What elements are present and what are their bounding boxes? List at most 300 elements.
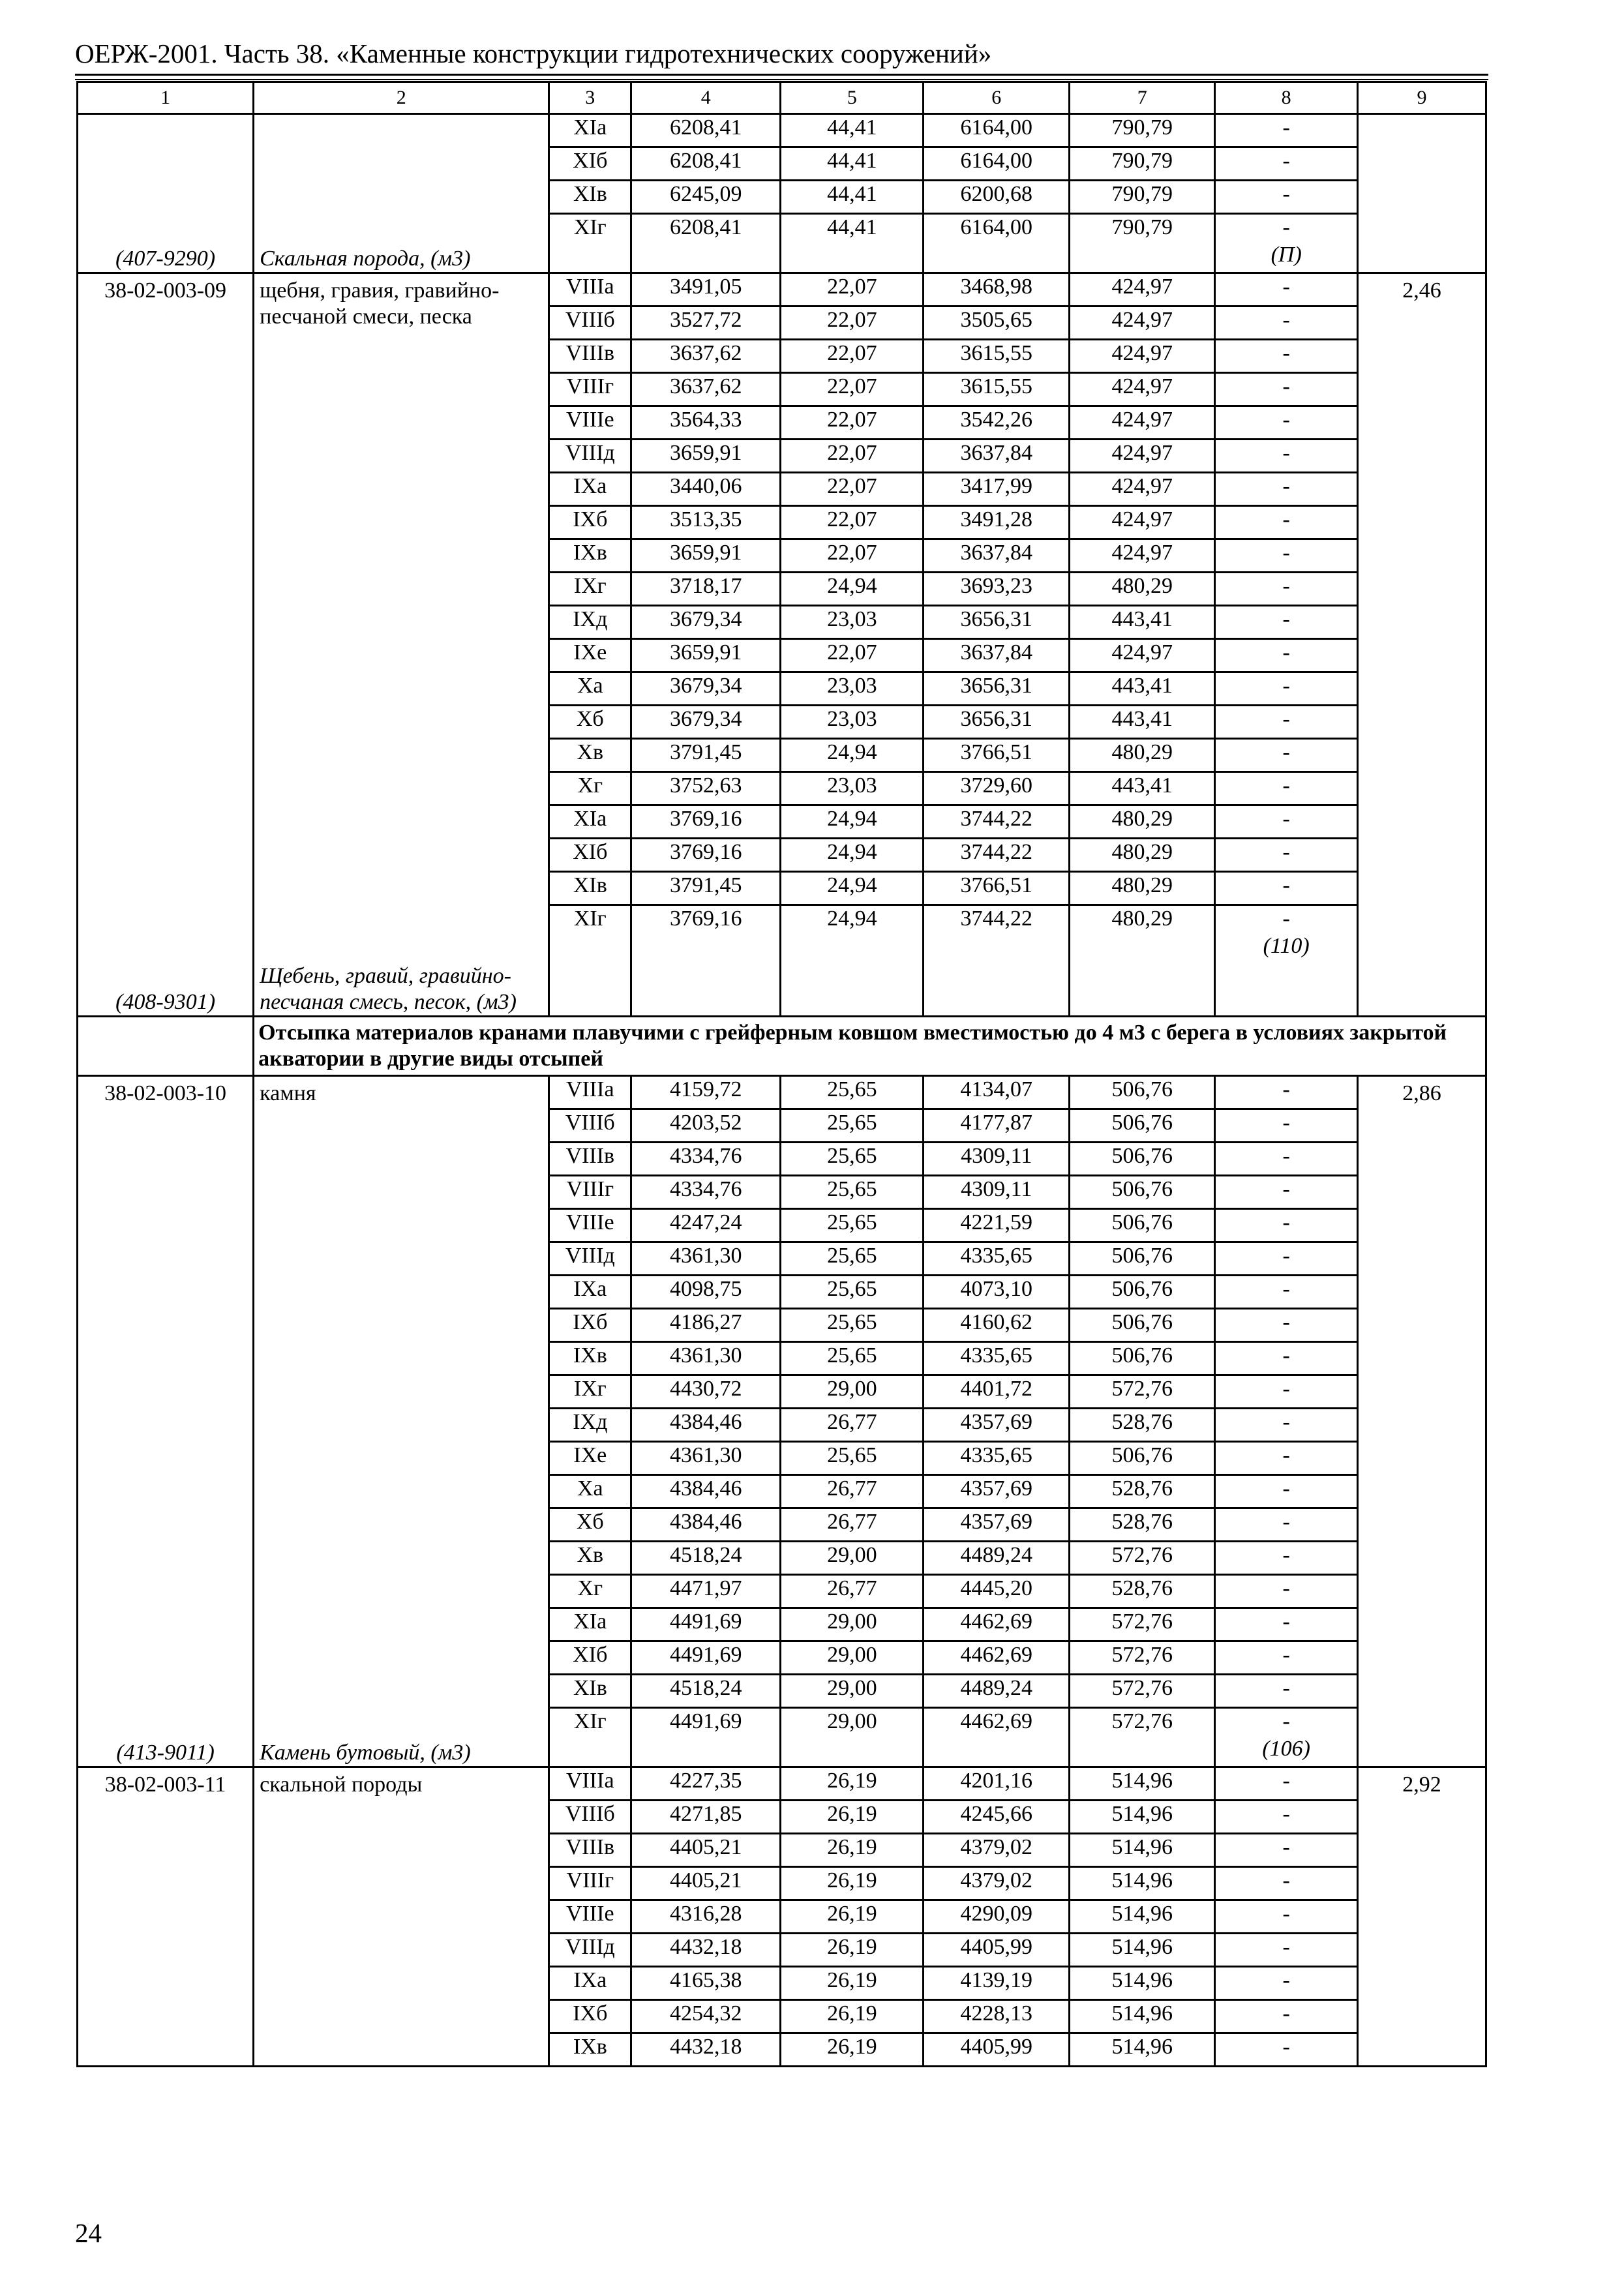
materials-value: - xyxy=(1282,149,1290,173)
materials-value: - xyxy=(1282,541,1290,565)
value-cell: 3637,84 xyxy=(924,440,1070,473)
materials-cell xyxy=(1215,639,1358,672)
category-cell: XIa xyxy=(549,114,631,147)
value-cell: 4134,07 xyxy=(924,1076,1070,1109)
materials-cell xyxy=(1215,706,1358,739)
value-cell: 3542,26 xyxy=(924,406,1070,440)
materials-cell xyxy=(1215,1675,1358,1708)
table-row xyxy=(78,273,1486,307)
category-cell: IXб xyxy=(549,2000,631,2033)
value-cell: 4405,21 xyxy=(631,1867,781,1900)
category-cell: VIIIг xyxy=(549,1176,631,1209)
value-cell: 6164,00 xyxy=(924,147,1070,181)
materials-value: - xyxy=(1282,607,1290,631)
value-cell: 790,79 xyxy=(1070,214,1215,273)
value-cell: 572,76 xyxy=(1070,1608,1215,1641)
value-cell: 528,76 xyxy=(1070,1508,1215,1542)
value-cell: 3527,72 xyxy=(631,307,781,340)
work-name-cell xyxy=(254,1767,549,2067)
value-cell: 506,76 xyxy=(1070,1076,1215,1109)
value-cell: 24,94 xyxy=(781,573,924,606)
value-cell: 25,65 xyxy=(781,1442,924,1475)
materials-value: - xyxy=(1282,640,1290,665)
column-number-2: 2 xyxy=(254,82,549,114)
materials-value: - xyxy=(1282,1576,1290,1600)
norm-code-cell xyxy=(78,273,254,1017)
materials-cell xyxy=(1215,1143,1358,1176)
materials-cell xyxy=(1215,1867,1358,1900)
materials-cell xyxy=(1215,839,1358,872)
norm-code-cell xyxy=(78,1076,254,1767)
work-name-cell xyxy=(254,1076,549,1767)
value-cell: 506,76 xyxy=(1070,1109,1215,1143)
materials-cell xyxy=(1215,273,1358,307)
materials-cell xyxy=(1215,1242,1358,1276)
materials-value: - xyxy=(1282,674,1290,698)
value-cell: 4316,28 xyxy=(631,1900,781,1934)
value-cell: 424,97 xyxy=(1070,539,1215,573)
value-cell: 3564,33 xyxy=(631,406,781,440)
value-cell: 514,96 xyxy=(1070,1834,1215,1867)
materials-cell xyxy=(1215,1608,1358,1641)
materials-value: - xyxy=(1282,308,1290,332)
value-cell: 3769,16 xyxy=(631,839,781,872)
materials-cell xyxy=(1215,1309,1358,1342)
category-cell: XIв xyxy=(549,181,631,214)
resource-quantity: (110) xyxy=(1263,934,1310,958)
value-cell: 514,96 xyxy=(1070,2033,1215,2067)
value-cell: 3766,51 xyxy=(924,872,1070,905)
materials-value: - xyxy=(1282,1476,1290,1501)
value-cell: 3718,17 xyxy=(631,573,781,606)
category-cell: IXa xyxy=(549,1276,631,1309)
category-cell: VIIIe xyxy=(549,406,631,440)
category-cell: Xг xyxy=(549,1575,631,1608)
value-cell: 44,41 xyxy=(781,147,924,181)
value-cell: 26,19 xyxy=(781,2000,924,2033)
value-cell: 23,03 xyxy=(781,672,924,706)
materials-value: - xyxy=(1282,1676,1290,1700)
work-name: скальной породы xyxy=(260,1773,423,1797)
value-cell: 4357,69 xyxy=(924,1508,1070,1542)
materials-cell xyxy=(1215,1900,1358,1934)
category-cell: VIIIб xyxy=(549,1109,631,1143)
value-cell: 3505,65 xyxy=(924,307,1070,340)
materials-value: - xyxy=(1282,1902,1290,1926)
value-cell: 3744,22 xyxy=(924,839,1070,872)
materials-cell xyxy=(1215,1801,1358,1834)
materials-cell xyxy=(1215,1767,1358,1801)
column-number-5: 5 xyxy=(781,82,924,114)
value-cell: 4379,02 xyxy=(924,1834,1070,1867)
materials-value: - xyxy=(1282,707,1290,731)
materials-cell xyxy=(1215,539,1358,573)
resource-code: (407-9290) xyxy=(115,247,216,271)
column-number-4: 4 xyxy=(631,82,781,114)
materials-cell xyxy=(1215,772,1358,805)
value-cell: 4271,85 xyxy=(631,1801,781,1834)
category-cell: Xa xyxy=(549,672,631,706)
category-cell: IXб xyxy=(549,1309,631,1342)
resource-quantity: (106) xyxy=(1262,1737,1310,1761)
materials-cell xyxy=(1215,1176,1358,1209)
value-cell: 4335,65 xyxy=(924,1342,1070,1375)
value-cell: 4309,11 xyxy=(924,1143,1070,1176)
section-heading: Отсыпка материалов кранами плавучими с грейферным ковшом вместимостью до 4 м3 с берега в условиях закрытой акватории в другие виды отсыпей xyxy=(254,1017,1486,1076)
value-cell: 4405,99 xyxy=(924,2033,1070,2067)
category-cell: IXв xyxy=(549,1342,631,1375)
norm-code-cell xyxy=(78,1767,254,2067)
value-cell: 6164,00 xyxy=(924,214,1070,273)
value-cell: 506,76 xyxy=(1070,1209,1215,1242)
value-cell: 4491,69 xyxy=(631,1641,781,1675)
materials-cell xyxy=(1215,307,1358,340)
category-cell: VIIIa xyxy=(549,273,631,307)
value-cell: 3766,51 xyxy=(924,739,1070,772)
value-cell: 4432,18 xyxy=(631,2033,781,2067)
value-cell: 514,96 xyxy=(1070,1867,1215,1900)
value-cell: 4357,69 xyxy=(924,1475,1070,1508)
materials-value: - xyxy=(1282,1802,1290,1826)
value-cell: 424,97 xyxy=(1070,506,1215,539)
materials-value: - xyxy=(1282,807,1290,831)
resource-name: Щебень, гравий, гравийно-песчаная смесь, песок, (м3) xyxy=(260,964,517,1014)
value-cell: 4491,69 xyxy=(631,1608,781,1641)
materials-value: - xyxy=(1282,374,1290,398)
coefficient-cell: 2,86 xyxy=(1358,1076,1486,1767)
materials-value: - xyxy=(1282,574,1290,598)
value-cell: 424,97 xyxy=(1070,639,1215,672)
coefficient-cell: 2,92 xyxy=(1358,1767,1486,2067)
value-cell: 506,76 xyxy=(1070,1242,1215,1276)
value-cell: 480,29 xyxy=(1070,872,1215,905)
category-cell: IXe xyxy=(549,639,631,672)
materials-cell xyxy=(1215,1076,1358,1109)
category-cell: XIб xyxy=(549,1641,631,1675)
materials-cell xyxy=(1215,1276,1358,1309)
value-cell: 4491,69 xyxy=(631,1708,781,1767)
materials-cell xyxy=(1215,1409,1358,1442)
value-cell: 3744,22 xyxy=(924,905,1070,1017)
value-cell: 572,76 xyxy=(1070,1675,1215,1708)
materials-cell xyxy=(1215,2000,1358,2033)
materials-value: - xyxy=(1282,1643,1290,1667)
category-cell: IXг xyxy=(549,1375,631,1409)
value-cell: 506,76 xyxy=(1070,1276,1215,1309)
value-cell: 4290,09 xyxy=(924,1900,1070,1934)
work-name: камня xyxy=(260,1081,316,1105)
value-cell: 514,96 xyxy=(1070,2000,1215,2033)
materials-cell xyxy=(1215,1575,1358,1608)
value-cell: 4384,46 xyxy=(631,1409,781,1442)
materials-value: - xyxy=(1282,275,1290,299)
norm-code: 38-02-003-09 xyxy=(104,278,227,303)
materials-value: - xyxy=(1282,1310,1290,1334)
value-cell: 3637,84 xyxy=(924,539,1070,573)
value-cell: 26,19 xyxy=(781,1801,924,1834)
value-cell: 514,96 xyxy=(1070,1900,1215,1934)
value-cell: 4401,72 xyxy=(924,1375,1070,1409)
value-cell: 4471,97 xyxy=(631,1575,781,1608)
value-cell: 480,29 xyxy=(1070,839,1215,872)
value-cell: 26,19 xyxy=(781,1767,924,1801)
value-cell: 26,77 xyxy=(781,1575,924,1608)
value-cell: 4462,69 xyxy=(924,1608,1070,1641)
value-cell: 4245,66 xyxy=(924,1801,1070,1834)
value-cell: 3491,05 xyxy=(631,273,781,307)
value-cell: 3791,45 xyxy=(631,739,781,772)
materials-value: - xyxy=(1282,1709,1290,1733)
value-cell: 528,76 xyxy=(1070,1475,1215,1508)
value-cell: 23,03 xyxy=(781,606,924,639)
category-cell: VIIIб xyxy=(549,307,631,340)
materials-cell xyxy=(1215,1375,1358,1409)
value-cell: 480,29 xyxy=(1070,573,1215,606)
value-cell: 4309,11 xyxy=(924,1176,1070,1209)
value-cell: 23,03 xyxy=(781,706,924,739)
value-cell: 443,41 xyxy=(1070,606,1215,639)
category-cell: XIг xyxy=(549,214,631,273)
value-cell: 4335,65 xyxy=(924,1442,1070,1475)
category-cell: VIIIд xyxy=(549,1242,631,1276)
value-cell: 6200,68 xyxy=(924,181,1070,214)
value-cell: 22,07 xyxy=(781,373,924,406)
table-row xyxy=(78,114,1486,147)
category-cell: XIв xyxy=(549,1675,631,1708)
category-cell: VIIIa xyxy=(549,1076,631,1109)
value-cell: 22,07 xyxy=(781,473,924,506)
value-cell: 3417,99 xyxy=(924,473,1070,506)
value-cell: 3679,34 xyxy=(631,606,781,639)
category-cell: XIг xyxy=(549,905,631,1017)
section-heading-spacer xyxy=(78,1017,254,1076)
value-cell: 3513,35 xyxy=(631,506,781,539)
value-cell: 4384,46 xyxy=(631,1508,781,1542)
materials-value: - xyxy=(1282,1443,1290,1467)
materials-value: - xyxy=(1282,1769,1290,1793)
value-cell: 3744,22 xyxy=(924,805,1070,839)
value-cell: 3729,60 xyxy=(924,772,1070,805)
value-cell: 3659,91 xyxy=(631,639,781,672)
resource-code: (413-9011) xyxy=(116,1741,215,1765)
value-cell: 480,29 xyxy=(1070,905,1215,1017)
value-cell: 3656,31 xyxy=(924,706,1070,739)
materials-value: - xyxy=(1282,1410,1290,1434)
category-cell: IXв xyxy=(549,539,631,573)
coefficient-cell: 2,46 xyxy=(1358,273,1486,1017)
category-cell: VIIIв xyxy=(549,340,631,373)
materials-cell xyxy=(1215,440,1358,473)
materials-cell xyxy=(1215,1508,1358,1542)
value-cell: 4177,87 xyxy=(924,1109,1070,1143)
materials-value: - xyxy=(1282,1510,1290,1534)
column-number-3: 3 xyxy=(549,82,631,114)
value-cell: 443,41 xyxy=(1070,706,1215,739)
materials-value: - xyxy=(1282,1277,1290,1301)
category-cell: XIб xyxy=(549,147,631,181)
value-cell: 44,41 xyxy=(781,181,924,214)
value-cell: 4432,18 xyxy=(631,1934,781,1967)
value-cell: 25,65 xyxy=(781,1109,924,1143)
materials-value: - xyxy=(1282,1343,1290,1368)
materials-cell xyxy=(1215,905,1358,1017)
materials-value: - xyxy=(1282,1609,1290,1634)
materials-cell xyxy=(1215,1209,1358,1242)
value-cell: 26,19 xyxy=(781,1867,924,1900)
value-cell: 790,79 xyxy=(1070,114,1215,147)
category-cell: VIIIe xyxy=(549,1900,631,1934)
value-cell: 22,07 xyxy=(781,340,924,373)
category-cell: Xг xyxy=(549,772,631,805)
value-cell: 4462,69 xyxy=(924,1708,1070,1767)
materials-value: - xyxy=(1282,740,1290,764)
value-cell: 3693,23 xyxy=(924,573,1070,606)
materials-value: - xyxy=(1282,1077,1290,1101)
materials-cell xyxy=(1215,1475,1358,1508)
value-cell: 790,79 xyxy=(1070,181,1215,214)
value-cell: 514,96 xyxy=(1070,1801,1215,1834)
value-cell: 25,65 xyxy=(781,1276,924,1309)
estimate-table xyxy=(76,81,1487,2067)
value-cell: 4201,16 xyxy=(924,1767,1070,1801)
page-header-title: ОЕРЖ-2001. Часть 38. «Каменные конструкции гидротехнических сооружений» xyxy=(75,38,992,68)
materials-value: - xyxy=(1282,215,1290,239)
value-cell: 22,07 xyxy=(781,539,924,573)
materials-value: - xyxy=(1282,1835,1290,1859)
value-cell: 26,77 xyxy=(781,1508,924,1542)
value-cell: 26,19 xyxy=(781,1834,924,1867)
materials-value: - xyxy=(1282,906,1290,931)
value-cell: 528,76 xyxy=(1070,1575,1215,1608)
norm-code: 38-02-003-11 xyxy=(104,1773,226,1797)
value-cell: 29,00 xyxy=(781,1375,924,1409)
category-cell: IXв xyxy=(549,2033,631,2067)
column-number-8: 8 xyxy=(1215,82,1358,114)
value-cell: 6164,00 xyxy=(924,114,1070,147)
materials-value: - xyxy=(1282,1144,1290,1168)
value-cell: 790,79 xyxy=(1070,147,1215,181)
value-cell: 424,97 xyxy=(1070,340,1215,373)
value-cell: 4384,46 xyxy=(631,1475,781,1508)
value-cell: 4159,72 xyxy=(631,1076,781,1109)
value-cell: 480,29 xyxy=(1070,739,1215,772)
materials-cell xyxy=(1215,606,1358,639)
category-cell: VIIIб xyxy=(549,1801,631,1834)
resource-name: Скальная порода, (м3) xyxy=(260,247,471,271)
value-cell: 4357,69 xyxy=(924,1409,1070,1442)
value-cell: 24,94 xyxy=(781,739,924,772)
resource-name: Камень бутовый, (м3) xyxy=(260,1741,471,1765)
category-cell: XIa xyxy=(549,1608,631,1641)
value-cell: 25,65 xyxy=(781,1309,924,1342)
materials-value: - xyxy=(1282,1210,1290,1234)
category-cell: Xв xyxy=(549,1542,631,1575)
category-cell: VIIIд xyxy=(549,1934,631,1967)
materials-cell xyxy=(1215,506,1358,539)
value-cell: 24,94 xyxy=(781,839,924,872)
value-cell: 29,00 xyxy=(781,1675,924,1708)
materials-value: - xyxy=(1282,1377,1290,1401)
value-cell: 24,94 xyxy=(781,872,924,905)
materials-cell xyxy=(1215,373,1358,406)
materials-cell xyxy=(1215,739,1358,772)
header-rule-top xyxy=(75,74,1488,76)
category-cell: XIг xyxy=(549,1708,631,1767)
materials-value: - xyxy=(1282,341,1290,365)
materials-cell xyxy=(1215,1641,1358,1675)
value-cell: 506,76 xyxy=(1070,1143,1215,1176)
value-cell: 4489,24 xyxy=(924,1675,1070,1708)
category-cell: Xб xyxy=(549,1508,631,1542)
value-cell: 424,97 xyxy=(1070,273,1215,307)
category-cell: IXa xyxy=(549,1967,631,2000)
value-cell: 514,96 xyxy=(1070,1967,1215,2000)
resource-quantity: (П) xyxy=(1271,243,1302,267)
value-cell: 3615,55 xyxy=(924,373,1070,406)
value-cell: 3656,31 xyxy=(924,606,1070,639)
value-cell: 23,03 xyxy=(781,772,924,805)
value-cell: 514,96 xyxy=(1070,1934,1215,1967)
value-cell: 480,29 xyxy=(1070,805,1215,839)
value-cell: 26,19 xyxy=(781,1900,924,1934)
value-cell: 29,00 xyxy=(781,1608,924,1641)
materials-cell xyxy=(1215,406,1358,440)
value-cell: 3769,16 xyxy=(631,805,781,839)
category-cell: IXд xyxy=(549,606,631,639)
value-cell: 4160,62 xyxy=(924,1309,1070,1342)
value-cell: 506,76 xyxy=(1070,1309,1215,1342)
value-cell: 6208,41 xyxy=(631,147,781,181)
table-row xyxy=(78,1767,1486,1801)
value-cell: 4334,76 xyxy=(631,1143,781,1176)
value-cell: 4518,24 xyxy=(631,1675,781,1708)
materials-cell xyxy=(1215,181,1358,214)
coefficient-cell xyxy=(1358,114,1486,273)
value-cell: 4247,24 xyxy=(631,1209,781,1242)
materials-value: - xyxy=(1282,1111,1290,1135)
value-cell: 4405,21 xyxy=(631,1834,781,1867)
value-cell: 3769,16 xyxy=(631,905,781,1017)
materials-value: - xyxy=(1282,441,1290,465)
category-cell: XIв xyxy=(549,872,631,905)
materials-value: - xyxy=(1282,1968,1290,1992)
materials-cell xyxy=(1215,473,1358,506)
category-cell: IXб xyxy=(549,506,631,539)
value-cell: 3791,45 xyxy=(631,872,781,905)
value-cell: 443,41 xyxy=(1070,772,1215,805)
value-cell: 26,19 xyxy=(781,1967,924,2000)
value-cell: 424,97 xyxy=(1070,307,1215,340)
materials-cell xyxy=(1215,672,1358,706)
value-cell: 29,00 xyxy=(781,1641,924,1675)
value-cell: 4335,65 xyxy=(924,1242,1070,1276)
value-cell: 4462,69 xyxy=(924,1641,1070,1675)
category-cell: XIб xyxy=(549,839,631,872)
value-cell: 26,77 xyxy=(781,1475,924,1508)
value-cell: 4186,27 xyxy=(631,1309,781,1342)
materials-value: - xyxy=(1282,1244,1290,1268)
category-cell: IXe xyxy=(549,1442,631,1475)
materials-value: - xyxy=(1282,507,1290,531)
category-cell: VIIIв xyxy=(549,1834,631,1867)
category-cell: IXa xyxy=(549,473,631,506)
value-cell: 4379,02 xyxy=(924,1867,1070,1900)
table-row xyxy=(78,1076,1486,1109)
value-cell: 25,65 xyxy=(781,1342,924,1375)
category-cell: VIIIв xyxy=(549,1143,631,1176)
work-name-cell xyxy=(254,273,549,1017)
value-cell: 424,97 xyxy=(1070,473,1215,506)
